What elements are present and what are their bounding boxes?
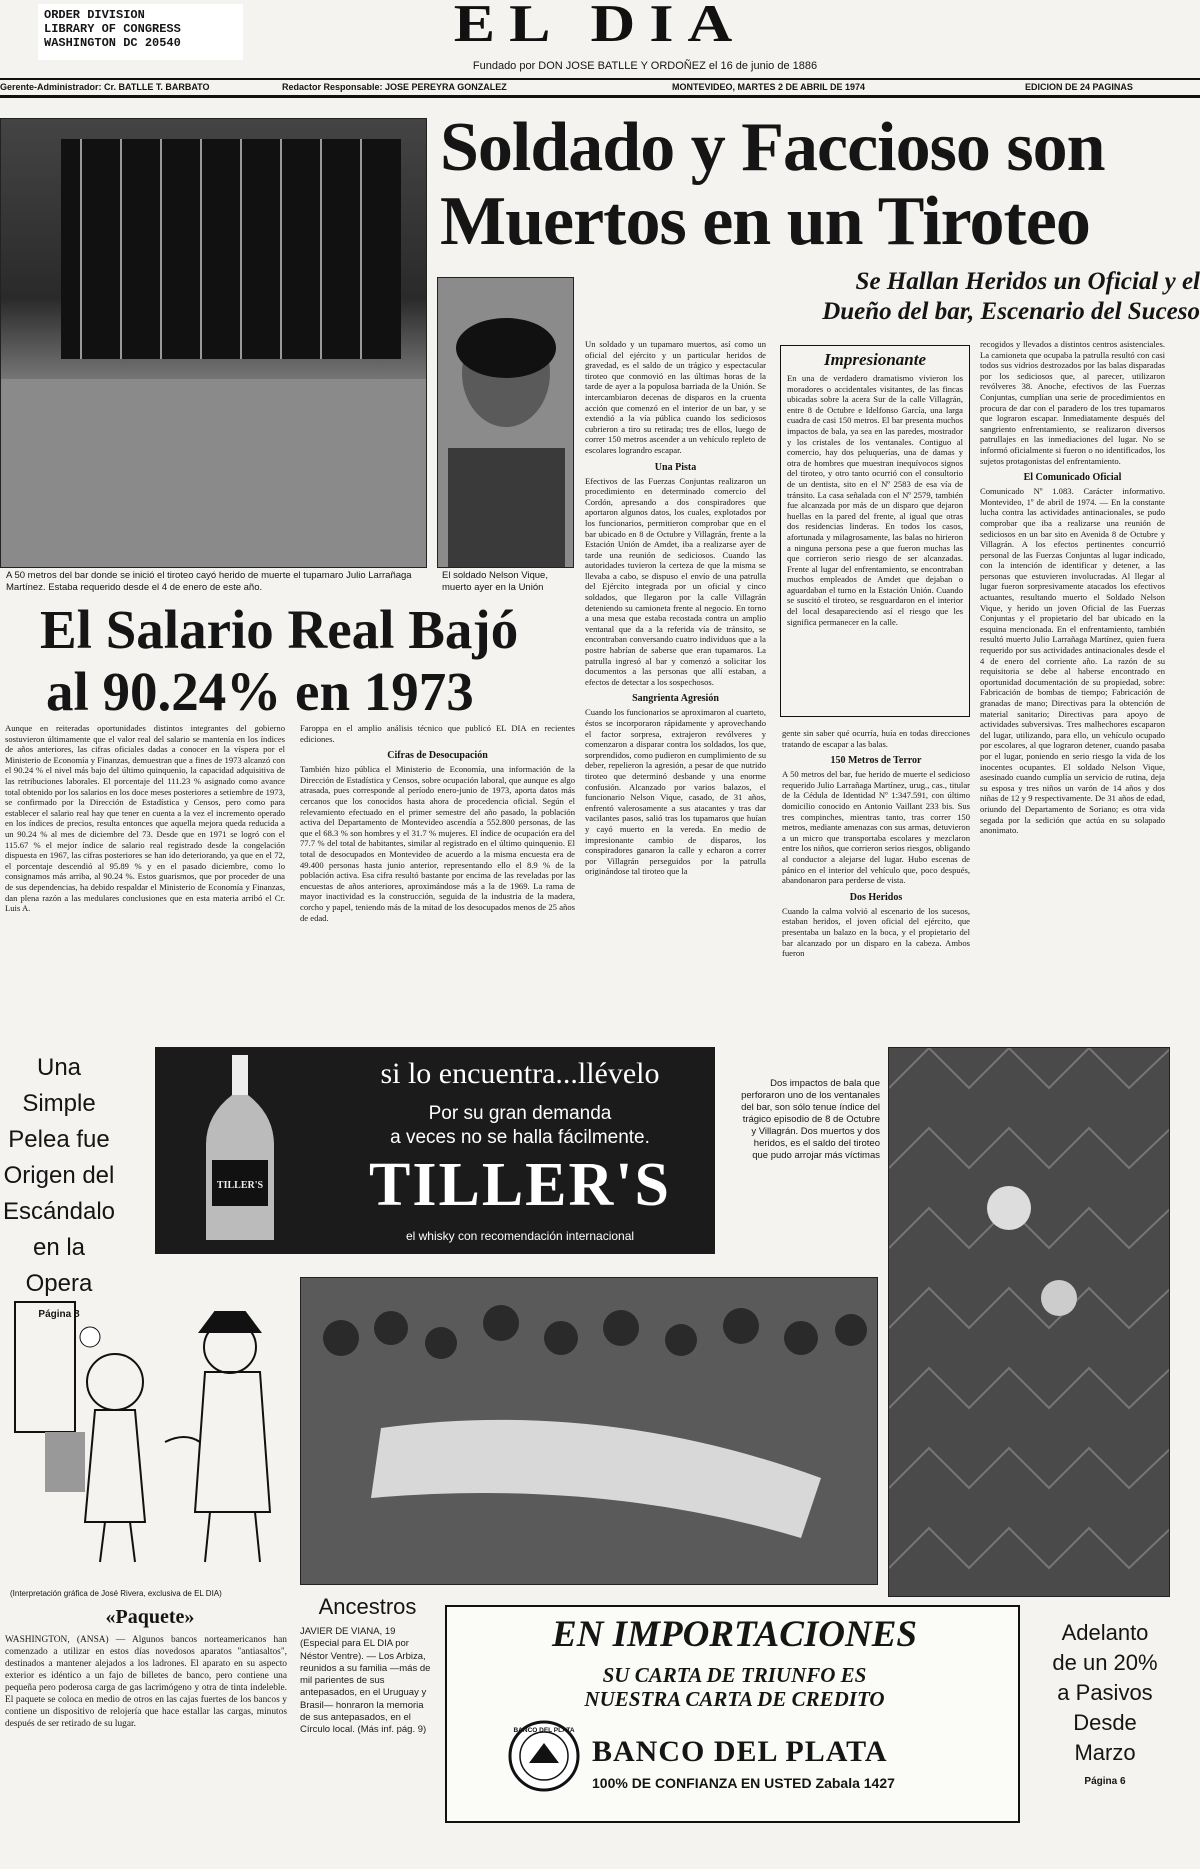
paquete-title: «Paquete» xyxy=(105,1606,195,1628)
masthead-manager: Gerente-Administrador: Cr. BATLLE T. BARBATO xyxy=(0,82,210,92)
soldier-portrait xyxy=(438,278,574,568)
lead-col2-paragraph-4: Cuando la calma volvió al escenario de los sucesos, estaban heridos, el joven oficial del ejército, que presentaba un balazo en la boca, y el propietario del bar alcanzado por un disparo en la cabeza. Ambos fueron xyxy=(782,905,970,959)
opera-line1: Una Simple xyxy=(22,1054,96,1117)
adelanto-line3: a Pasivos xyxy=(1057,1680,1153,1705)
adelanto-line2: de un 20% xyxy=(1052,1650,1158,1675)
crowd-illustration xyxy=(301,1278,878,1585)
soldier-portrait-photo xyxy=(437,277,574,568)
lead-col3-paragraph-2: Comunicado Nº 1.083. Carácter informativo. Montevideo, 1º de abril de 1974. — En la constante lucha contra las actividades antinacionales, se pudo comprobar que iba a realizarse una reunión de sediciosos en un bar sito en Avenida 8 de Octubre y Villagrán. A los efectos pertinentes concurrió personal de las Fuerzas Conjuntas al lugar indicado, con la intención de identificar y detener, a las personas que estuvieren involucradas. Al llegar al lugar fueron sorpresivamente atacados los efectivos actuantes, resultando muerto el Soldado Nelson Vique, y herido un joven Oficial de las Fuerzas Conjuntas y el propietario del bar ubicado en la esquina mencionada. En el enfrentamiento, también resultó muerto Julio Larrañaga Martínez, quien fuera requerido por sus actividades antinacionales desde el 4 de enero del corriente año. La razón de su requisitoria se debe al haberse encontrado en oportunidad documentación de su propiedad, sobre: Fabricación de bombas de tiempo; Fabricación de granadas de mano; Directivas para la obtención de material sanitario; Directivas para apoyo de actividades subversivas. Tres malhechores escaparon del lugar, utilizando, para ello, un vehículo ocupado por escolares, al que lograron detener, cuando pasaba por el lugar, poniendo en serio riesgo la vida de los inocentes ocupantes. El soldado Nelson Vique, asesinado cuando cumplía un servicio de rutina, deja su esposa y tres niños un varón de 14 años y dos niñas de 12 y 9 respectivamente. De 31 años de edad, oriundo del Departamento de Soriano; es otra vida segada por la sedición que actúa en su solapado anonimato. xyxy=(980,486,1165,836)
masthead-rule-top xyxy=(0,78,1200,80)
lead-col1-paragraph-2: Efectivos de las Fuerzas Conjuntas realizaron un procedimiento en determinado comercio del Cordón, apresando a dos conspiradores que aportaron algunos datos, los cuales, explotados por los funcionarios, permitieron comprobar que en el bar ubicado en 8 de Octubre y Villagrán, frente a la Estación Unión de Amdet, iba a realizarse ayer de tarde una reunión de sediciosos. Cuando las autoridades tuvieron la certeza de que la misma se llevaba a cabo, se dispuso el envío de una patrulla del Ejército integrada por un oficial y cinco soldados, que llegaron por la calle Villagrán deteniendo su camioneta frente al negocio. En torno a una mesa que estaba recostada contra un amplio ventanal que da a la referida vía de tránsito, se encontraban conversando cuatro individuos que a la postre habrían de saberse que eran tupamaros. La patrulla ingresó al bar y comenzó a solicitar los documentos a las personas que allí estaban, a efectos de detectar a los sospechosos. xyxy=(585,475,766,687)
adelanto-line5: Marzo xyxy=(1074,1740,1136,1765)
tillers-line2: a veces no se halla fácilmente. xyxy=(390,1127,650,1148)
box-title-impresionante: Impresionante xyxy=(823,350,927,369)
banco-footer: 100% DE CONFIANZA EN USTED Zabala 1427 xyxy=(592,1775,895,1791)
bar-window-illustration xyxy=(1,119,427,568)
salario-col2-paragraph: Faroppa en el amplio análisis técnico que publicó EL DIA en recientes ediciones. xyxy=(300,723,575,744)
adelanto-teaser xyxy=(1025,1618,1185,1796)
tillers-brand: TILLER'S xyxy=(368,1151,672,1219)
paquete-paragraph: WASHINGTON, (ANSA) — Algunos bancos norteamericanos han comenzado a utilizar en estos días novedosos aparatos "antiasaltos", destinados a mantener alejados a los ladrones. El aparato en su aspecto exterior es idéntico a un fajo de billetes de banco, pero contiene una pequeña pero poderosa carga de gas lacrimógeno y otra de tinta indeleble. El paquete se coloca en medio de otros en las cajas fuertes de los bancos y contiene un dispositivo de relojería que hace estallar las cargas, minutos después de ser retirado de su lugar. xyxy=(5,1635,287,1729)
paquete-story xyxy=(5,1634,287,1839)
crowd-funeral-photo xyxy=(300,1277,878,1585)
stamp-line3: WASHINGTON DC 20540 xyxy=(44,36,181,50)
banco-line1: EN IMPORTACIONES xyxy=(552,1614,917,1655)
cartoon-caption: (Interpretación gráfica de José Rivera, exclusiva de EL DIA) xyxy=(10,1589,222,1598)
lead-column-3 xyxy=(980,339,1165,1064)
ancestros-paragraph: JAVIER DE VIANA, 19 (Especial para EL DIA por Néstor Ventre). — Los Arbiza, reunidos a su familia —más de mil parientes de sus antepasados, en el Uruguay y Brasil— honraron la memoria de sus antepasados, en el Círculo local. (Más inf. pág. 9) xyxy=(300,1626,431,1736)
salario-column-2 xyxy=(300,723,575,1031)
stamp-line1: ORDER DIVISION xyxy=(44,8,145,22)
subhead-comunicado: El Comunicado Oficial xyxy=(1023,472,1122,484)
ancestros-story xyxy=(300,1626,435,1766)
opera-line2: Pelea fue xyxy=(8,1126,110,1153)
salario-col2-paragraph-2: También hizo pública el Ministerio de Economía, una información de la Dirección de Estadística y Censos, sobre ocupación laboral, que aunque es algo atrasada, pues corresponde al período enero-junio de 1973, aporta datos más cercanos que los conocidos hasta ahora de procedencia oficial. Según el relevamiento efectuado en el primer semestre del año pasado, la población activa del Departamento de Montevideo ascendía a 552.800 personas, de las que el 68.3 % son hombres y el 31.7 % mujeres. El índice de ocupación era del 77.7 % del total de habitantes, similar al registrado en el último quinquenio. El total de desocupados en Montevideo de acuerdo a la misma encuesta era de 49.400 personas hasta junio anterior, representando ello el 8.9 % de la población activa. Esa cifra resultó bastante por encima de las reveladas por las encuestas de años anteriores, aproximándose más a la de 1969. La rama de mayor inactividad es la construcción, seguida de la industria de la madera, corcho y papel, teniendo más de la mitad de los desocupados menos de 25 años de edad. xyxy=(300,764,575,923)
box-paragraph: En una de verdadero dramatismo vivieron los moradores o accidentales visitantes, de las fincas ubicadas sobre la acera Sur de la calle Villagrán, entre 8 de Octubre e Idelfonso García, una larga cuadra de casi 150 metros. El bar presenta muchos impactos de bala, ya sea en las paredes, mostrador y los cristales de los ventanales. Contiguo al comercio, hay dos peluquerías, una de damas y otra de hombres que muestran inequívocos signos del tiroteo, y otro tanto ocurrió con el consultorio de un dentista, sito en el Nº 2583 de esa vía de tránsito. La casa señalada con el Nº 2579, también fue alcanzada por más de un disparo que dejaron huellas en la pared del frente, al igual que otras dos residencias linderas. En todos los casos, afortunada y milagrosamente, las balas no hirieron a ninguna persona pese a que fueron muchas las que corrieron serio riesgo de ser alcanzadas. Frente al lugar del enfrentamiento, se encontraban muchos empleados de Amdet que dejaban o aguardaban el turno en la Estación Unión. Cuando se suscitó el tiroteo, se resguardaron en el interior del local desapareciendo así el riesgo que les significa permanecer en la calle. xyxy=(787,373,963,627)
impresionante-box xyxy=(780,345,970,717)
bar-window-photo xyxy=(0,118,427,568)
adelanto-line1: Adelanto xyxy=(1061,1620,1149,1645)
subhead-dos-heridos: Dos Heridos xyxy=(849,891,903,903)
salario-col1-paragraph: Aunque en reiteradas oportunidades distintos integrantes del gobierno sostuvieron últimamente que el valor real del salario se mantenía en los índices de años anteriores, las cifras oficiales dadas a conocer en la víspera por el Ministerio de Economía y Finanzas, demuestran que a fines de 1973 alcanzó con el 90.24 % el nivel más bajo del último quinquenio, la capacidad adquisitiva de las retribuciones laborales. El porcentaje del 111.23 % asignado como avance total obtenido por los salarios en los doce meses posteriores a setiembre de 1973, se confirmado por la Dirección de Estadística y Censos, pero como para establecer el salario real hay que tener en cuenta a la vez el incremento operado en los índices de precios, resulta entonces que aquella mejora queda reducida a un 90.24 % al mes de diciembre del 73. Desde que en 1971 se logró con el 115.67 % el mejor índice de salario real registrado desde la congelación dispuesta en 1967, las cifras posteriores se han ido deteriorando, ya que en el 72, el porcentaje descendió al 95.89 % y en el pasado diciembre, como lo consignamos más arriba, al 90.24 %. Estos guarismos, que por proceder de una de sus dependencias, ha debido respaldar el Ministerio de Economía y Finanzas, dan plena razón a las medulares conclusiones que en esta materia arribó el Cr. Luis A. xyxy=(5,723,285,914)
opera-line5: en la Opera xyxy=(25,1234,93,1297)
subhead-una-pista: Una Pista xyxy=(654,461,697,473)
banco-line2: SU CARTA DE TRIUNFO ES xyxy=(602,1663,867,1687)
lead-deck-line2: Dueño del bar, Escenario del Suceso xyxy=(822,298,1200,325)
banco-name: BANCO DEL PLATA xyxy=(592,1735,888,1768)
lead-headline-line1: Soldado y Faccioso son xyxy=(440,109,1105,186)
salario-column-1 xyxy=(5,723,285,1031)
subhead-150-metros: 150 Metros de Terror xyxy=(830,755,922,767)
library-stamp xyxy=(38,4,243,60)
bullet-window-illustration xyxy=(889,1048,1170,1597)
tillers-line1: Por su gran demanda xyxy=(428,1103,612,1124)
lead-column-2 xyxy=(782,728,970,1063)
opera-line3: Origen del xyxy=(3,1162,115,1189)
banco-seal-icon xyxy=(507,1719,582,1794)
tillers-advertisement xyxy=(155,1047,715,1254)
lead-col2-paragraph-2: gente sin saber qué ocurría, huía en todas direcciones tratando de escapar a las balas. xyxy=(782,728,970,749)
opera-teaser xyxy=(0,1050,118,1328)
adelanto-line4: Desde xyxy=(1073,1710,1137,1735)
bottle-label: TILLER'S xyxy=(216,1180,264,1191)
soldier-photo-caption: El soldado Nelson Vique, muerto ayer en la Unión xyxy=(442,570,548,593)
masthead-editor: Redactor Responsable: JOSE PEREYRA GONZALEZ xyxy=(282,82,507,92)
lead-col3-paragraph: recogidos y llevados a distintos centros asistenciales. La camioneta que ocupaba la patrulla resultó con casi todos sus vidrios destrozados por las balas disparadas por los sediciosos que, al parecer, utilizaron revólveres 38. Anoche, efectivos de las Fuerzas Conjuntas, cumplían una serie de procedimientos en procura de dar con el paradero de los tres tupamaros que lograron escapar. Inmediatamente después del sangriento enfrentamiento, se realizaron diversos patrullajes en las inmediaciones del lugar. No se informó oficialmente si fueron o no identificados, los sujetos protagonistas del enfrentamiento. xyxy=(980,339,1165,466)
subhead-cifras: Cifras de Desocupación xyxy=(387,750,488,762)
cartoon-drawing xyxy=(5,1292,295,1582)
masthead-title: EL DIA xyxy=(453,0,747,53)
seal-text: BANCO DEL PLATA xyxy=(513,1727,575,1734)
masthead-rule-bottom xyxy=(0,95,1200,98)
masthead-founded: Fundado por DON JOSE BATLLE Y ORDOÑEZ el 16 de junio de 1886 xyxy=(472,60,818,72)
subhead-sangrienta: Sangrienta Agresión xyxy=(632,693,719,705)
lead-col1-paragraph: Un soldado y un tupamaro muertos, así como un oficial del ejército y un particular heridos de gravedad, es el saldo de un trágico y espectacular tiroteo que conmovió en las últimas horas de la tarde de ayer a la populosa barriada de la Unión. Se intercambiaron decenas de disparos en la cruenta acción que comenzó en el interior de un bar, y se extendió a la vía pública cuando los sediciosos cubrieron a tiro su retirada; tres de ellos, luego de correr 150 metros ascender a un vehículo repleto de escolares lograndro escapar. xyxy=(585,339,766,455)
salario-headline-line1: El Salario Real Bajó xyxy=(40,599,519,660)
opera-page-ref: Página 8 xyxy=(38,1309,80,1320)
lead-col1-paragraph-3: Cuando los funcionarios se aproximaron al cuarteto, éstos se incorporaron rápidamente y aprovechando el factor sorpresa, extrajeron revólveres y comenzaron a disparar contra los soldados, los que, sorprendidos, como pudieron en cumplimiento de su deber, repelieron la agresión, a pesar de que nutrido tiroteo que determinó desbande y una enorme confusión. Alcanzado por varios balazos, el funcionario Nelson Vique, casado, de 31 años, enfrentó valerosamente a sus atacantes y tras dar vacilantes pasos, salió tras los tupamaros que huían y cayó muerto en la vereda. En medio de impresionante cambio de disparos, los conspiradores ganaron la calle y echaron a correr por Villagrán perseguidos por la patrulla originándose tal tiroteo que la xyxy=(585,707,766,877)
lead-col2-paragraph-3: A 50 metros del bar, fue herido de muerte el sedicioso requerido Julio Larrañaga Martínez, urug., cas., titular de la Cédula de Identidad Nº 1:347.591, con último domicilio conocido en Antonio Vaillant 233 bis. Sus tres compinches, mientras tanto, tras correr 150 metros, mediante amenazas con sus armas, detuvieron a un micro que transportaba escolares y mezclaron entre los niños, que corrieron serios riesgos, obligando al conductor a alejarse del lugar. Hubo escenas de pánico en el interior del vehículo que, poco después, abandonaron para perderse de vista. xyxy=(782,769,970,886)
lead-deck-line1: Se Hallan Heridos un Oficial y el xyxy=(855,268,1200,295)
adelanto-page-ref: Página 6 xyxy=(1084,1776,1126,1787)
tillers-footer: el whisky con recomendación internacional xyxy=(405,1229,635,1243)
banco-line3: NUESTRA CARTA DE CREDITO xyxy=(584,1687,885,1711)
banco-del-plata-advertisement xyxy=(445,1605,1020,1823)
masthead-edition: EDICION DE 24 PAGINAS xyxy=(1025,82,1133,92)
salario-headline-line2: al 90.24% en 1973 xyxy=(46,661,474,722)
lead-headline-line2: Muertos en un Tiroteo xyxy=(440,183,1090,260)
cartoon-illustration xyxy=(5,1292,295,1582)
stamp-line2: LIBRARY OF CONGRESS xyxy=(44,22,181,36)
impacts-photo-caption: Dos impactos de bala que perforaron uno de los ventanales del bar, son sólo tenue índice del trágico episodio de 8 de Octubre y Villagrán. Dos muertos y dos heridos, es el saldo del tiroteo que pudo arrojar más víctimas xyxy=(741,1078,880,1161)
masthead-dateline: MONTEVIDEO, MARTES 2 DE ABRIL DE 1974 xyxy=(672,82,866,92)
lead-column-1 xyxy=(585,339,766,1099)
tillers-tagline: si lo encuentra...llévelo xyxy=(380,1057,660,1090)
opera-line4: Escándalo xyxy=(2,1198,116,1225)
bar-photo-caption: A 50 metros del bar donde se inició el tiroteo cayó herido de muerte el tupamaro Julio Larrañaga Martínez. Estaba requerido desde el 4 de enero de este año. xyxy=(6,570,412,593)
bullet-window-photo xyxy=(888,1047,1170,1597)
whisky-bottle-icon xyxy=(200,1055,280,1245)
ancestros-title: Ancestros xyxy=(318,1594,417,1619)
